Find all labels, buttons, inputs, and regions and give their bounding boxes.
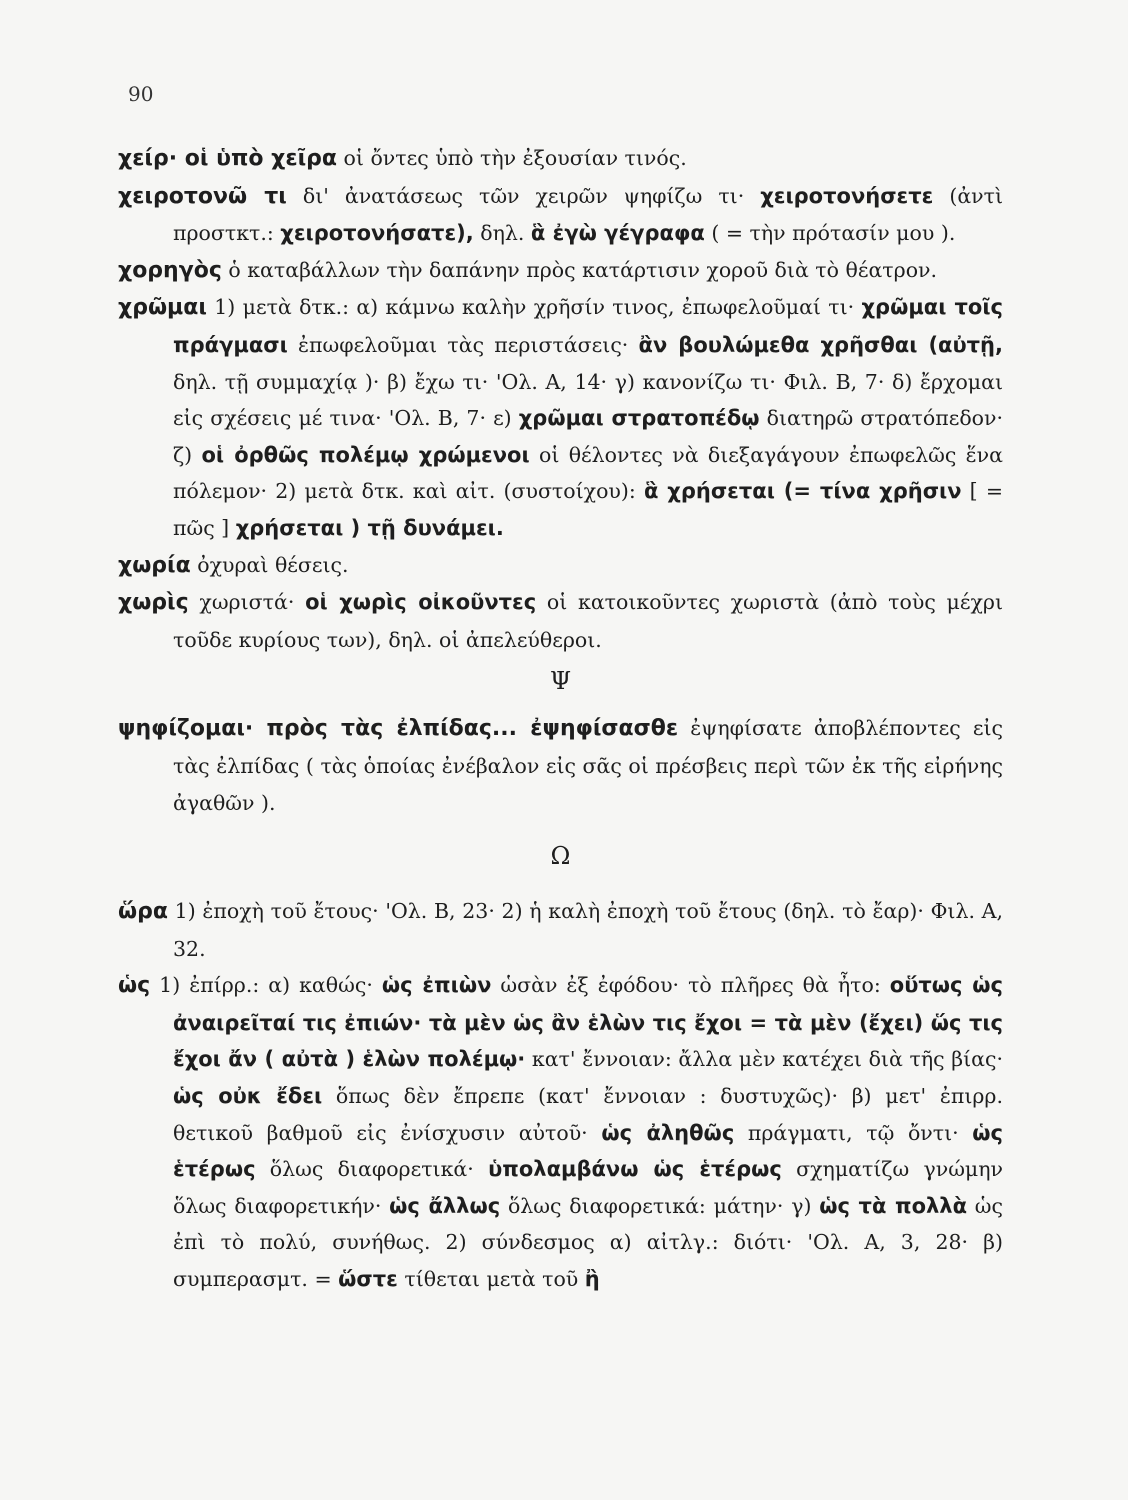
entry-text: ὅλως διαφορετικά: μάτην· γ) xyxy=(500,1193,820,1218)
dictionary-entry xyxy=(118,710,1003,821)
entry-phrase: ὑπολαμβάνω ὡς ἑτέρως xyxy=(488,1157,782,1182)
entry-phrase: ὡς ἑτέρως xyxy=(173,1120,1003,1182)
entry-phrase: ὡς ἄλλως xyxy=(389,1193,501,1218)
entry-text: οἱ ὄντες ὑπὸ τὴν ἐξουσίαν τινός. xyxy=(337,146,687,170)
entry-phrase: ὡς ἐπιὼν xyxy=(381,973,492,998)
entry-headword: ψηφίζομαι· πρὸς τὰς ἐλπίδας... ἐψηφίσασθε xyxy=(118,716,679,742)
entry-phrase: οὕτως ὡς ἀναιρεῖταί τις ἐπιών· τὰ μὲν ὡς ἂν ἑλὼν τις ἔχοι = τὰ μὲν (ἔχει) ὥς τις ἔχοι ἄν ( αὐτὰ ) ἑλὼν πολέμῳ· xyxy=(173,973,1003,1072)
entry-phrase: ἃ ἐγὼ γέγραφα xyxy=(530,221,705,246)
dictionary-entry xyxy=(118,584,1003,658)
entry-text: ἐπωφελοῦμαι τὰς περιστάσεις· xyxy=(287,332,639,357)
entries-psi xyxy=(118,710,1003,821)
entry-text: ὅπως δὲν ἔπρεπε (κατ' ἔννοιαν : δυστυχῶς)· β) μετ' ἐπιρρ. θετικοῦ βαθμοῦ εἰς ἐνίσχυσιν αὐτοῦ· xyxy=(173,1084,1003,1145)
section-letter-psi: Ψ xyxy=(549,667,572,696)
entry-text: δηλ. τῇ συμμαχίᾳ )· β) ἔχω τι· 'Ολ. Α, 14· γ) κανονίζω τι· Φιλ. Β, 7· δ) ἔρχομαι εἰς σχέσεις μέ τινα· 'Ολ. Β, 7· ε) xyxy=(173,369,1003,431)
entry-text: (ἀντὶ προστκτ.: xyxy=(173,183,1004,246)
entry-text: οἱ θέλοντες νὰ διεξαγάγουν ἐπωφελῶς ἕνα πόλεμον· 2) μετὰ δτκ. καὶ αἰτ. (συστοίχου): xyxy=(173,442,1003,504)
entry-text: ὡσὰν ἐξ ἐφόδου· τὸ πλῆρες θὰ ἦτο: xyxy=(491,973,890,998)
entry-phrase: χειροτονήσετε xyxy=(760,183,934,208)
entry-phrase: χρῶμαι τοῖς πράγμασι xyxy=(173,295,1003,357)
dictionary-entry xyxy=(118,252,1003,290)
entry-phrase: ἃ χρήσεται (= τίνα χρῆσιν xyxy=(643,479,962,504)
dictionary-entry xyxy=(118,547,1003,585)
entry-text: χωριστά· xyxy=(188,590,306,615)
entry-headword: χείρ· οἱ ὑπὸ χεῖρα xyxy=(118,146,338,171)
entry-text: ἐψηφίσατε ἀποβλέποντες εἰς τὰς ἐλπίδας ( τὰς ὁποίας ἐνέβαλον εἰς σᾶς οἱ πρέσβεις περὶ τῶν ἐκ τῆς εἰρήνης ἀγαθῶν ). xyxy=(173,716,1003,815)
entry-phrase: ἂν βουλώμεθα χρῆσθαι (αὐτῇ, xyxy=(638,332,1003,357)
entry-text: 1) ἐποχὴ τοῦ ἔτους· 'Ολ. Β, 23· 2) ἡ καλὴ ἐποχὴ τοῦ ἔτους (δηλ. τὸ ἔαρ)· Φιλ. Α, 32. xyxy=(167,899,1003,961)
entries-chi xyxy=(118,140,1003,658)
entry-text: οἱ κατοικοῦντες χωριστὰ (ἀπὸ τοὺς μέχρι τοῦδε κυρίους των), δηλ. οἱ ἀπελεύθεροι. xyxy=(173,590,1003,652)
entry-text: δι' ἀνατάσεως τῶν χειρῶν ψηφίζω τι· xyxy=(286,183,761,208)
dictionary-entry xyxy=(118,178,1003,252)
section-letter-omega: Ω xyxy=(550,842,571,871)
dictionary-entry xyxy=(118,893,1003,967)
entry-text: ὀχυραὶ θέσεις. xyxy=(190,552,349,577)
entry-text: σχηματίζω γνώμην ὅλως διαφορετικήν· xyxy=(173,1157,1003,1218)
dictionary-column xyxy=(118,140,1003,1298)
entry-headword: χορηγὸς xyxy=(118,257,222,283)
entry-text: κατ' ἔννοιαν: ἄλλα μὲν κατέχει διὰ τῆς βίας· xyxy=(525,1047,1003,1072)
entry-phrase: χρήσεται ) τῇ δυνάμει. xyxy=(235,515,504,540)
entry-text: ὡς ἐπὶ τὸ πολύ, συνήθως. 2) σύνδεσμος α) αἰτλγ.: διότι· 'Ολ. Α, 3, 28· β) συμπερασμτ. = xyxy=(173,1193,1004,1292)
entry-text: πράγματι, τῷ ὄντι· xyxy=(734,1120,973,1145)
entry-phrase: οἱ χωρὶς οἰκοῦντες xyxy=(305,590,537,615)
entry-phrase: οἱ ὀρθῶς πολέμῳ χρώμενοι xyxy=(201,442,530,467)
entry-text: 1) ἐπίρρ.: α) καθώς· xyxy=(150,973,382,998)
entries-omega xyxy=(118,893,1003,1298)
page-number: 90 xyxy=(128,82,154,106)
entry-phrase: χρῶμαι στρατοπέδῳ xyxy=(518,406,760,431)
entry-phrase: ὡς τὰ πολλὰ xyxy=(819,1193,968,1218)
dictionary-entry xyxy=(118,140,1003,178)
entry-phrase: ὡς ἀληθῶς xyxy=(601,1120,735,1145)
entry-headword: ὥρα xyxy=(118,899,168,925)
dictionary-entry xyxy=(118,967,1003,1297)
entry-text: διατηρῶ στρατόπεδον· ζ) xyxy=(173,406,1003,467)
entry-headword: χωρία xyxy=(118,552,191,578)
entry-phrase: χειροτονήσατε), xyxy=(280,221,474,246)
entry-headword: χρῶμαι xyxy=(118,295,207,321)
entry-text: δηλ. xyxy=(473,221,531,246)
entry-text: ὅλως διαφορετικά· xyxy=(255,1157,489,1182)
entry-text: 1) μετὰ δτκ.: α) κάμνω καλὴν χρῆσίν τινος, ἐπωφελοῦμαί τι· xyxy=(206,295,862,320)
entry-headword: χειροτονῶ τι xyxy=(118,183,287,209)
entry-text: [ = πῶς ] xyxy=(173,479,1003,540)
entry-headword: χωρὶς xyxy=(118,590,189,616)
entry-phrase: ἢ xyxy=(584,1267,600,1292)
entry-text: ( = τὴν πρότασίν μου ). xyxy=(704,221,956,246)
entry-phrase: ὡς οὐκ ἔδει xyxy=(173,1084,323,1109)
entry-phrase: ὥστε xyxy=(338,1267,398,1292)
entry-text: τίθεται μετὰ τοῦ xyxy=(397,1267,585,1292)
dictionary-entry xyxy=(118,289,1003,546)
entry-headword: ὡς xyxy=(118,973,151,999)
entry-text: ὁ καταβάλλων τὴν δαπάνην πρὸς κατάρτισιν χοροῦ διὰ τὸ θέατρον. xyxy=(221,257,938,282)
